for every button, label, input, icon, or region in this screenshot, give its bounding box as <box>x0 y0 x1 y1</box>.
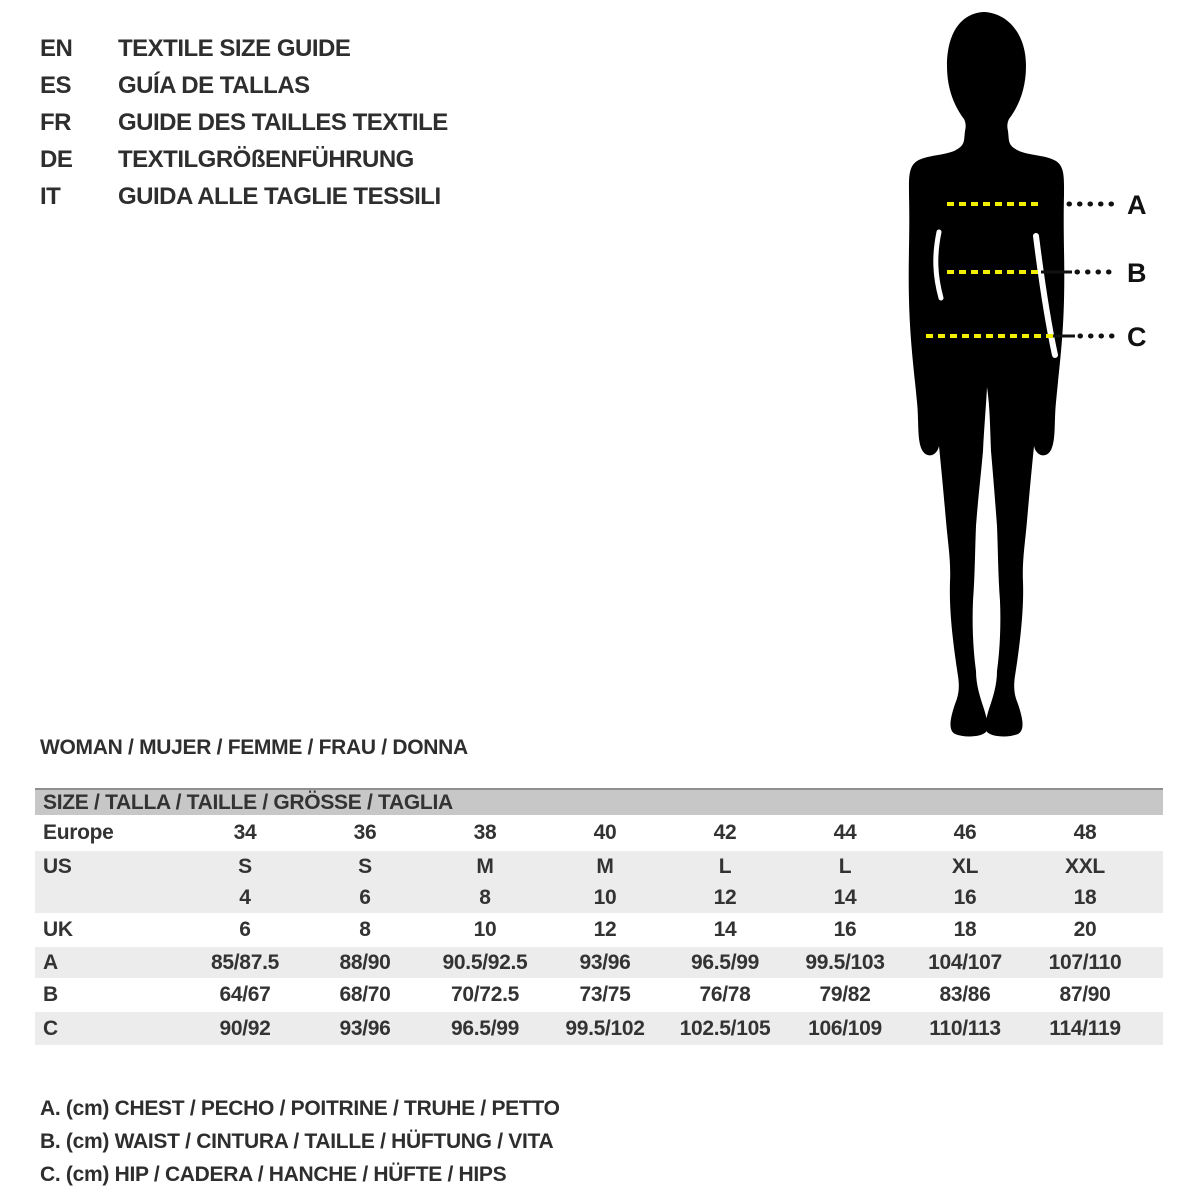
size-cell: 34 <box>233 821 257 844</box>
size-cell: M <box>476 854 494 878</box>
size-cell: 96.5/99 <box>451 1016 519 1040</box>
size-cell: 99.5/103 <box>805 950 885 974</box>
size-cell: 18 <box>1073 885 1097 909</box>
size-cell: 12 <box>593 918 617 941</box>
row-label: US <box>43 854 72 878</box>
size-cell: 88/90 <box>339 950 391 974</box>
lang-code: ES <box>40 71 72 99</box>
size-cell: 114/119 <box>1049 1016 1121 1040</box>
size-cell: 44 <box>833 821 857 844</box>
row-label: UK <box>43 918 73 941</box>
size-cell: 85/87.5 <box>211 950 279 974</box>
lang-code: EN <box>40 34 73 62</box>
size-cell: S <box>238 854 252 878</box>
lang-code: DE <box>40 145 73 173</box>
table-row-hip <box>35 1012 1163 1045</box>
size-cell: 40 <box>593 821 617 844</box>
table-row-waist <box>35 978 1163 1012</box>
measurement-legend <box>40 1092 560 1191</box>
lang-code: FR <box>40 108 71 136</box>
table-row-us-numbers <box>35 882 1163 913</box>
size-table <box>35 788 1163 1045</box>
size-cell: 93/96 <box>339 1016 391 1040</box>
legend-chest: A. (cm) CHEST / PECHO / POITRINE / TRUHE / PETTO <box>40 1097 560 1120</box>
table-row-chest <box>35 947 1163 978</box>
size-cell: 70/72.5 <box>451 983 519 1006</box>
size-cell: 90.5/92.5 <box>442 950 528 974</box>
table-row-uk <box>35 913 1163 947</box>
table-row-us-letters <box>35 851 1163 882</box>
size-cell: 73/75 <box>579 983 631 1006</box>
size-table-header: SIZE / TALLA / TAILLE / GRÖSSE / TAGLIA <box>35 788 1163 815</box>
waist-label: B <box>1127 258 1147 288</box>
size-cell: 36 <box>353 821 377 844</box>
lang-row-de <box>40 141 448 178</box>
size-cell: 42 <box>713 821 737 844</box>
size-cell: 10 <box>473 918 497 941</box>
size-cell: 68/70 <box>339 983 391 1006</box>
category-title: WOMAN / MUJER / FEMME / FRAU / DONNA <box>40 736 468 759</box>
size-cell: 76/78 <box>699 983 751 1006</box>
row-label: A <box>43 950 58 974</box>
size-cell: 106/109 <box>808 1016 882 1040</box>
legend-hip: C. (cm) HIP / CADERA / HANCHE / HÜFTE / HIPS <box>40 1163 507 1186</box>
size-cell: 8 <box>359 918 371 941</box>
hip-label: C <box>1127 322 1147 352</box>
size-cell: 6 <box>359 885 371 909</box>
size-cell: 90/92 <box>219 1016 271 1040</box>
size-cell: 87/90 <box>1059 983 1111 1006</box>
size-cell: 20 <box>1073 918 1097 941</box>
size-cell: 93/96 <box>579 950 631 974</box>
size-cell: 107/110 <box>1048 950 1122 974</box>
row-label: Europe <box>43 821 114 844</box>
size-cell: L <box>718 854 732 878</box>
lang-title: TEXTILGRÖßENFÜHRUNG <box>118 145 414 173</box>
size-cell: XL <box>951 854 979 878</box>
size-cell: 46 <box>953 821 977 844</box>
lang-title: GUIDE DES TAILLES TEXTILE <box>118 108 448 136</box>
lang-title: TEXTILE SIZE GUIDE <box>118 34 351 62</box>
legend-waist: B. (cm) WAIST / CINTURA / TAILLE / HÜFTUNG / VITA <box>40 1130 554 1153</box>
table-row-europe <box>35 815 1163 851</box>
size-cell: 96.5/99 <box>691 950 759 974</box>
row-label: B <box>43 983 58 1006</box>
lang-title: GUÍA DE TALLAS <box>118 71 310 99</box>
woman-silhouette-figure <box>895 8 1160 740</box>
size-cell: 14 <box>713 918 737 941</box>
lang-row-it <box>40 178 448 215</box>
size-cell: 10 <box>593 885 617 909</box>
size-cell: M <box>596 854 614 878</box>
size-cell: 6 <box>239 918 251 941</box>
size-cell: 83/86 <box>939 983 991 1006</box>
size-cell: L <box>838 854 852 878</box>
size-cell: 8 <box>479 885 491 909</box>
chest-label: A <box>1127 190 1147 220</box>
lang-row-es <box>40 67 448 104</box>
lang-row-en <box>40 30 448 67</box>
size-cell: 16 <box>953 885 977 909</box>
size-cell: 102.5/105 <box>679 1016 771 1040</box>
size-cell: 99.5/102 <box>565 1016 645 1040</box>
size-cell: 64/67 <box>219 983 271 1006</box>
size-cell: 38 <box>473 821 497 844</box>
size-cell: S <box>358 854 372 878</box>
row-label: C <box>43 1016 58 1040</box>
size-cell: 48 <box>1073 821 1097 844</box>
size-cell: 4 <box>239 885 251 909</box>
size-cell: 14 <box>833 885 857 909</box>
size-cell: 12 <box>713 885 737 909</box>
lang-code: IT <box>40 182 61 210</box>
size-cell: XXL <box>1065 854 1105 878</box>
woman-silhouette-icon <box>895 8 1160 740</box>
language-title-list <box>40 30 448 215</box>
size-cell: 18 <box>953 918 977 941</box>
lang-title: GUIDA ALLE TAGLIE TESSILI <box>118 182 441 210</box>
size-cell: 79/82 <box>819 983 871 1006</box>
size-cell: 16 <box>833 918 857 941</box>
size-cell: 110/113 <box>929 1016 1001 1040</box>
lang-row-fr <box>40 104 448 141</box>
size-cell: 104/107 <box>928 950 1002 974</box>
